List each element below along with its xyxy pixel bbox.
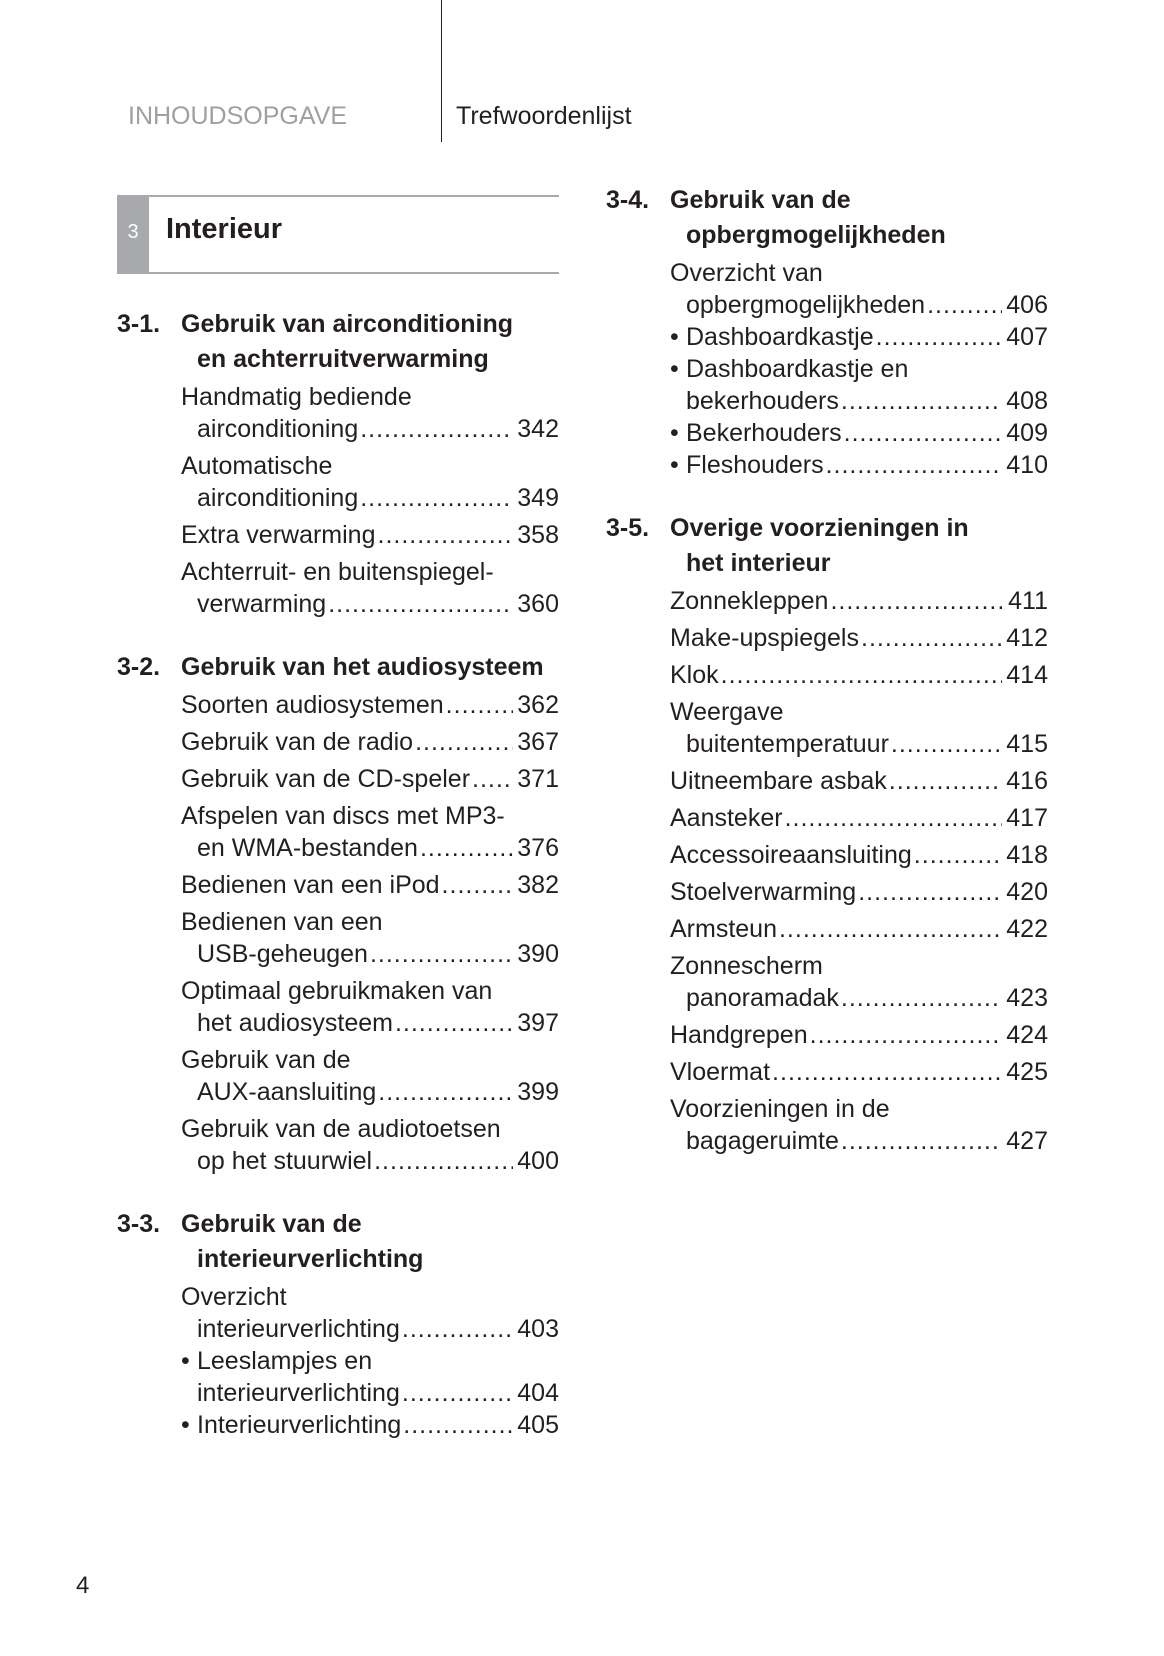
section-title-line2: interieurverlichting (197, 1245, 424, 1273)
section-entries (606, 585, 1048, 1157)
entry-title: Zonnekleppen (670, 587, 829, 615)
entry-title: Handgrepen (670, 1021, 808, 1049)
entry-page-number[interactable]: 412 (1006, 624, 1048, 652)
entry-line (670, 765, 1048, 797)
dot-leader (420, 832, 513, 864)
entry-page-number[interactable]: 406 (1006, 291, 1048, 319)
entry-title: Stoelverwarming (670, 878, 857, 906)
entry-page-number[interactable]: 427 (1006, 1127, 1048, 1155)
section-heading[interactable] (606, 183, 1048, 253)
dot-leader (841, 1125, 1002, 1157)
toc-entry[interactable] (181, 800, 559, 864)
section-title (181, 1207, 559, 1277)
dot-leader (876, 321, 1002, 353)
entry-title: opbergmogelijkheden (686, 291, 926, 319)
entry-line (181, 1377, 559, 1409)
toc-section (606, 511, 1048, 1157)
chapter-title: Interieur (166, 213, 283, 245)
entry-title: Bedienen van een iPod (181, 871, 440, 899)
toc-entry[interactable] (670, 913, 1048, 945)
toc-entry[interactable] (181, 1113, 559, 1177)
dot-leader (785, 802, 1002, 834)
section-number: 3-2. (117, 653, 161, 681)
entry-title-line1 (181, 975, 559, 1007)
entry-title-line1 (181, 1345, 559, 1377)
entry-title: verwarming (197, 590, 327, 618)
entry-title: het audiosysteem (197, 1009, 393, 1037)
chapter-heading (117, 195, 559, 274)
toc-entry[interactable] (670, 950, 1048, 1014)
toc-section (117, 650, 559, 1177)
entry-page-number[interactable]: 367 (517, 728, 559, 756)
entry-title-text: Overzicht van (670, 259, 823, 287)
entry-page-number[interactable]: 414 (1006, 661, 1048, 689)
entry-title-line1 (670, 696, 1048, 728)
entry-title: Gebruik van de radio (181, 728, 414, 756)
dot-leader (891, 728, 1002, 760)
dot-leader (360, 413, 513, 445)
entry-page-number[interactable]: 371 (517, 765, 559, 793)
entry-title: Bekerhouders (686, 419, 842, 447)
toc-entry[interactable] (670, 585, 1048, 617)
dot-leader (360, 482, 513, 514)
entry-title-line1 (181, 381, 559, 413)
entry-page-number[interactable]: 342 (517, 415, 559, 443)
entry-page-number[interactable]: 390 (517, 940, 559, 968)
entry-title-line1 (181, 1281, 559, 1313)
dot-leader (402, 1313, 513, 1345)
section-entries (117, 1281, 559, 1441)
toc-entry[interactable] (670, 449, 1048, 481)
dot-leader (772, 1056, 1002, 1088)
dot-leader (472, 763, 513, 795)
section-title-line2: opbergmogelijkheden (686, 221, 946, 249)
entry-title: Uitneembare asbak (670, 767, 887, 795)
section-title-line1: Gebruik van airconditioning (181, 310, 513, 338)
entry-title: AUX-aansluiting (197, 1078, 377, 1106)
dot-leader (402, 1377, 513, 1409)
entry-title-text: Gebruik van de audiotoetsen (181, 1115, 501, 1143)
entry-title: panoramadak (686, 984, 839, 1012)
dot-leader (841, 982, 1002, 1014)
entry-page-number[interactable]: 362 (517, 691, 559, 719)
section-title-line1: Gebruik van het audiosysteem (181, 653, 544, 681)
entry-page-number[interactable]: 409 (1006, 419, 1048, 447)
entry-title: Extra verwarming (181, 521, 376, 549)
section-number: 3-3. (117, 1210, 161, 1238)
dot-leader (378, 1076, 513, 1108)
dot-leader (442, 869, 513, 901)
section-title-line2: en achterruitverwarming (197, 345, 489, 373)
entry-title: Aansteker (670, 804, 783, 832)
entry-line (670, 839, 1048, 871)
entry-line (181, 1007, 559, 1039)
entry-page-number[interactable]: 404 (517, 1379, 559, 1407)
entry-title-text: Gebruik van de (181, 1046, 351, 1074)
toc-section (606, 183, 1048, 481)
section-title-line1: Gebruik van de (181, 1210, 362, 1238)
toc-column-left (117, 307, 559, 1471)
section-number: 3-5. (606, 514, 650, 542)
entry-page-number[interactable]: 411 (1008, 587, 1048, 615)
entry-line (670, 449, 1048, 481)
entry-title-line1 (181, 450, 559, 482)
entry-title-line1 (670, 950, 1048, 982)
bullet-icon: • (670, 323, 679, 351)
toc-entry[interactable] (670, 257, 1048, 321)
toc-entry[interactable] (670, 353, 1048, 417)
dot-leader (927, 289, 1002, 321)
entry-title: USB-geheugen (197, 940, 368, 968)
entry-title: interieurverlichting (197, 1379, 400, 1407)
page-number: 4 (76, 1572, 90, 1599)
entry-title-line1 (670, 353, 1048, 385)
bullet-icon: • (670, 355, 679, 383)
section-heading[interactable] (117, 650, 559, 685)
header-contents-label[interactable]: INHOUDSOPGAVE (128, 102, 348, 130)
entry-page-number[interactable]: 420 (1006, 878, 1048, 906)
toc-entry[interactable] (670, 1019, 1048, 1051)
toc-entry[interactable] (181, 556, 559, 620)
toc-entry[interactable] (670, 1093, 1048, 1157)
dot-leader (446, 689, 513, 721)
dot-leader (830, 585, 1002, 617)
entry-line (181, 1076, 559, 1108)
section-number: 3-1. (117, 310, 161, 338)
toc-entry[interactable] (181, 975, 559, 1039)
entry-title-line1 (181, 1113, 559, 1145)
section-title (181, 650, 559, 685)
entry-page-number[interactable]: 397 (517, 1009, 559, 1037)
entry-line (670, 1056, 1048, 1088)
section-entries (117, 689, 559, 1177)
entry-line (670, 1019, 1048, 1051)
entry-page-number[interactable]: 422 (1006, 915, 1048, 943)
entry-page-number[interactable]: 376 (517, 834, 559, 862)
section-title-line2: het interieur (686, 549, 831, 577)
header-divider (441, 0, 442, 142)
entry-title-line1 (181, 556, 559, 588)
entry-line (181, 689, 559, 721)
entry-line (670, 1125, 1048, 1157)
dot-leader (826, 449, 1002, 481)
toc-section (117, 1207, 559, 1441)
section-title (181, 307, 559, 377)
dot-leader (914, 839, 1002, 871)
entry-line (670, 802, 1048, 834)
bullet-icon: • (670, 451, 679, 479)
toc-entry[interactable] (181, 689, 559, 721)
entry-line (181, 588, 559, 620)
dot-leader (861, 622, 1002, 654)
entry-page-number[interactable]: 408 (1006, 387, 1048, 415)
entry-page-number[interactable]: 358 (517, 521, 559, 549)
entry-title-line1 (181, 906, 559, 938)
entry-title: buitentemperatuur (686, 730, 889, 758)
entry-page-number[interactable]: 403 (517, 1315, 559, 1343)
entry-page-number[interactable]: 407 (1006, 323, 1048, 351)
entry-page-number[interactable]: 418 (1006, 841, 1048, 869)
entry-line (181, 1313, 559, 1345)
entry-title: Armsteun (670, 915, 777, 943)
entry-page-number[interactable]: 405 (517, 1411, 559, 1439)
entry-title-text: Handmatig bediende (181, 383, 412, 411)
toc-entry[interactable] (670, 417, 1048, 449)
entry-title-line1 (181, 1044, 559, 1076)
entry-line (181, 482, 559, 514)
dot-leader (378, 519, 514, 551)
dot-leader (403, 1409, 513, 1441)
section-title-line1: Gebruik van de (670, 186, 851, 214)
dot-leader (328, 588, 513, 620)
entry-title-text: Achterruit- en buitenspiegel- (181, 558, 494, 586)
entry-title: airconditioning (197, 484, 359, 512)
entry-line (181, 1145, 559, 1177)
section-entries (606, 257, 1048, 481)
entry-title: Gebruik van de CD-speler (181, 765, 471, 793)
toc-entry[interactable] (181, 519, 559, 551)
toc-entry[interactable] (670, 696, 1048, 760)
entry-title-text: Optimaal gebruikmaken van (181, 977, 493, 1005)
entry-page-number[interactable]: 400 (517, 1147, 559, 1175)
toc-entry[interactable] (670, 765, 1048, 797)
entry-line (181, 413, 559, 445)
dot-leader (415, 726, 513, 758)
entry-line (181, 726, 559, 758)
entry-title-text: Dashboardkastje en (686, 355, 909, 383)
entry-title-text: Afspelen van discs met MP3- (181, 802, 505, 830)
toc-entry[interactable] (181, 763, 559, 795)
toc-section (117, 307, 559, 620)
entry-title: Interieurverlichting (197, 1411, 402, 1439)
bullet-icon: • (670, 419, 679, 447)
entry-title-line1 (670, 1093, 1048, 1125)
entry-page-number[interactable]: 382 (517, 871, 559, 899)
entry-title-text: Bedienen van een (181, 908, 383, 936)
toc-entry[interactable] (181, 1281, 559, 1345)
entry-line (181, 763, 559, 795)
dot-leader (841, 385, 1002, 417)
toc-entry[interactable] (670, 622, 1048, 654)
section-heading[interactable] (117, 307, 559, 377)
entry-title: bagageruimte (686, 1127, 839, 1155)
toc-entry[interactable] (181, 906, 559, 970)
toc-entry[interactable] (181, 869, 559, 901)
entry-page-number[interactable]: 416 (1006, 767, 1048, 795)
chapter-bottom-rule (117, 272, 559, 274)
dot-leader (779, 913, 1002, 945)
entry-line (670, 728, 1048, 760)
toc-entry[interactable] (670, 839, 1048, 871)
entry-line (670, 385, 1048, 417)
bullet-icon: • (181, 1411, 190, 1439)
chapter-number-tab: 3 (117, 195, 149, 274)
dot-leader (844, 417, 1002, 449)
toc-entry[interactable] (181, 450, 559, 514)
entry-title-line1 (670, 257, 1048, 289)
toc-column-right (606, 183, 1048, 1187)
section-entries (117, 381, 559, 620)
toc-entry[interactable] (181, 1409, 559, 1441)
toc-entry[interactable] (181, 1044, 559, 1108)
entry-line (181, 1409, 559, 1441)
chapter-top-rule (149, 195, 559, 197)
toc-entry[interactable] (670, 802, 1048, 834)
entry-title-text: Automatische (181, 452, 333, 480)
toc-entry[interactable] (670, 321, 1048, 353)
entry-title: Fleshouders (686, 451, 824, 479)
entry-title: Vloermat (670, 1058, 771, 1086)
entry-page-number[interactable]: 410 (1006, 451, 1048, 479)
entry-line (670, 876, 1048, 908)
toc-entry[interactable] (670, 659, 1048, 691)
dot-leader (810, 1019, 1002, 1051)
entry-title-line1 (181, 800, 559, 832)
entry-line (670, 622, 1048, 654)
entry-line (181, 869, 559, 901)
entry-title: en WMA-bestanden (197, 834, 418, 862)
entry-title-text: Weergave (670, 698, 784, 726)
entry-line (670, 289, 1048, 321)
dot-leader (889, 765, 1002, 797)
toc-entry[interactable] (670, 876, 1048, 908)
entry-page-number[interactable]: 423 (1006, 984, 1048, 1012)
entry-title: Klok (670, 661, 719, 689)
entry-page-number[interactable]: 399 (517, 1078, 559, 1106)
section-heading[interactable] (606, 511, 1048, 581)
entry-line (181, 519, 559, 551)
entry-line (670, 913, 1048, 945)
section-heading[interactable] (117, 1207, 559, 1277)
entry-title: Make-upspiegels (670, 624, 859, 652)
entry-line (670, 417, 1048, 449)
entry-title: bekerhouders (686, 387, 839, 415)
entry-title: airconditioning (197, 415, 359, 443)
entry-page-number[interactable]: 417 (1006, 804, 1048, 832)
section-title (670, 511, 1048, 581)
entry-title-text: Leeslampjes en (197, 1347, 373, 1375)
entry-title: Soorten audiosystemen (181, 691, 444, 719)
toc-entry[interactable] (181, 381, 559, 445)
entry-title: Dashboardkastje (686, 323, 874, 351)
entry-title: interieurverlichting (197, 1315, 400, 1343)
dot-leader (370, 938, 513, 970)
entry-line (181, 938, 559, 970)
section-number: 3-4. (606, 186, 650, 214)
entry-title: Accessoireaansluiting (670, 841, 912, 869)
header-index-label[interactable]: Trefwoordenlijst (456, 102, 632, 130)
entry-title-text: Voorzieningen in de (670, 1095, 890, 1123)
entry-line (670, 321, 1048, 353)
entry-title-text: Overzicht (181, 1283, 287, 1311)
entry-page-number[interactable]: 424 (1006, 1021, 1048, 1049)
entry-line (670, 659, 1048, 691)
dot-leader (858, 876, 1002, 908)
toc-entry[interactable] (670, 1056, 1048, 1088)
section-title-line1: Overige voorzieningen in (670, 514, 969, 542)
entry-title: op het stuurwiel (197, 1147, 373, 1175)
bullet-icon: • (181, 1347, 190, 1375)
toc-entry[interactable] (181, 726, 559, 758)
dot-leader (374, 1145, 513, 1177)
entry-line (670, 982, 1048, 1014)
toc-entry[interactable] (181, 1345, 559, 1409)
entry-page-number[interactable]: 349 (517, 484, 559, 512)
dot-leader (395, 1007, 513, 1039)
entry-page-number[interactable]: 415 (1006, 730, 1048, 758)
dot-leader (721, 659, 1002, 691)
entry-line (670, 585, 1048, 617)
entry-line (181, 832, 559, 864)
entry-page-number[interactable]: 425 (1006, 1058, 1048, 1086)
entry-title-text: Zonnescherm (670, 952, 823, 980)
section-title (670, 183, 1048, 253)
entry-page-number[interactable]: 360 (517, 590, 559, 618)
